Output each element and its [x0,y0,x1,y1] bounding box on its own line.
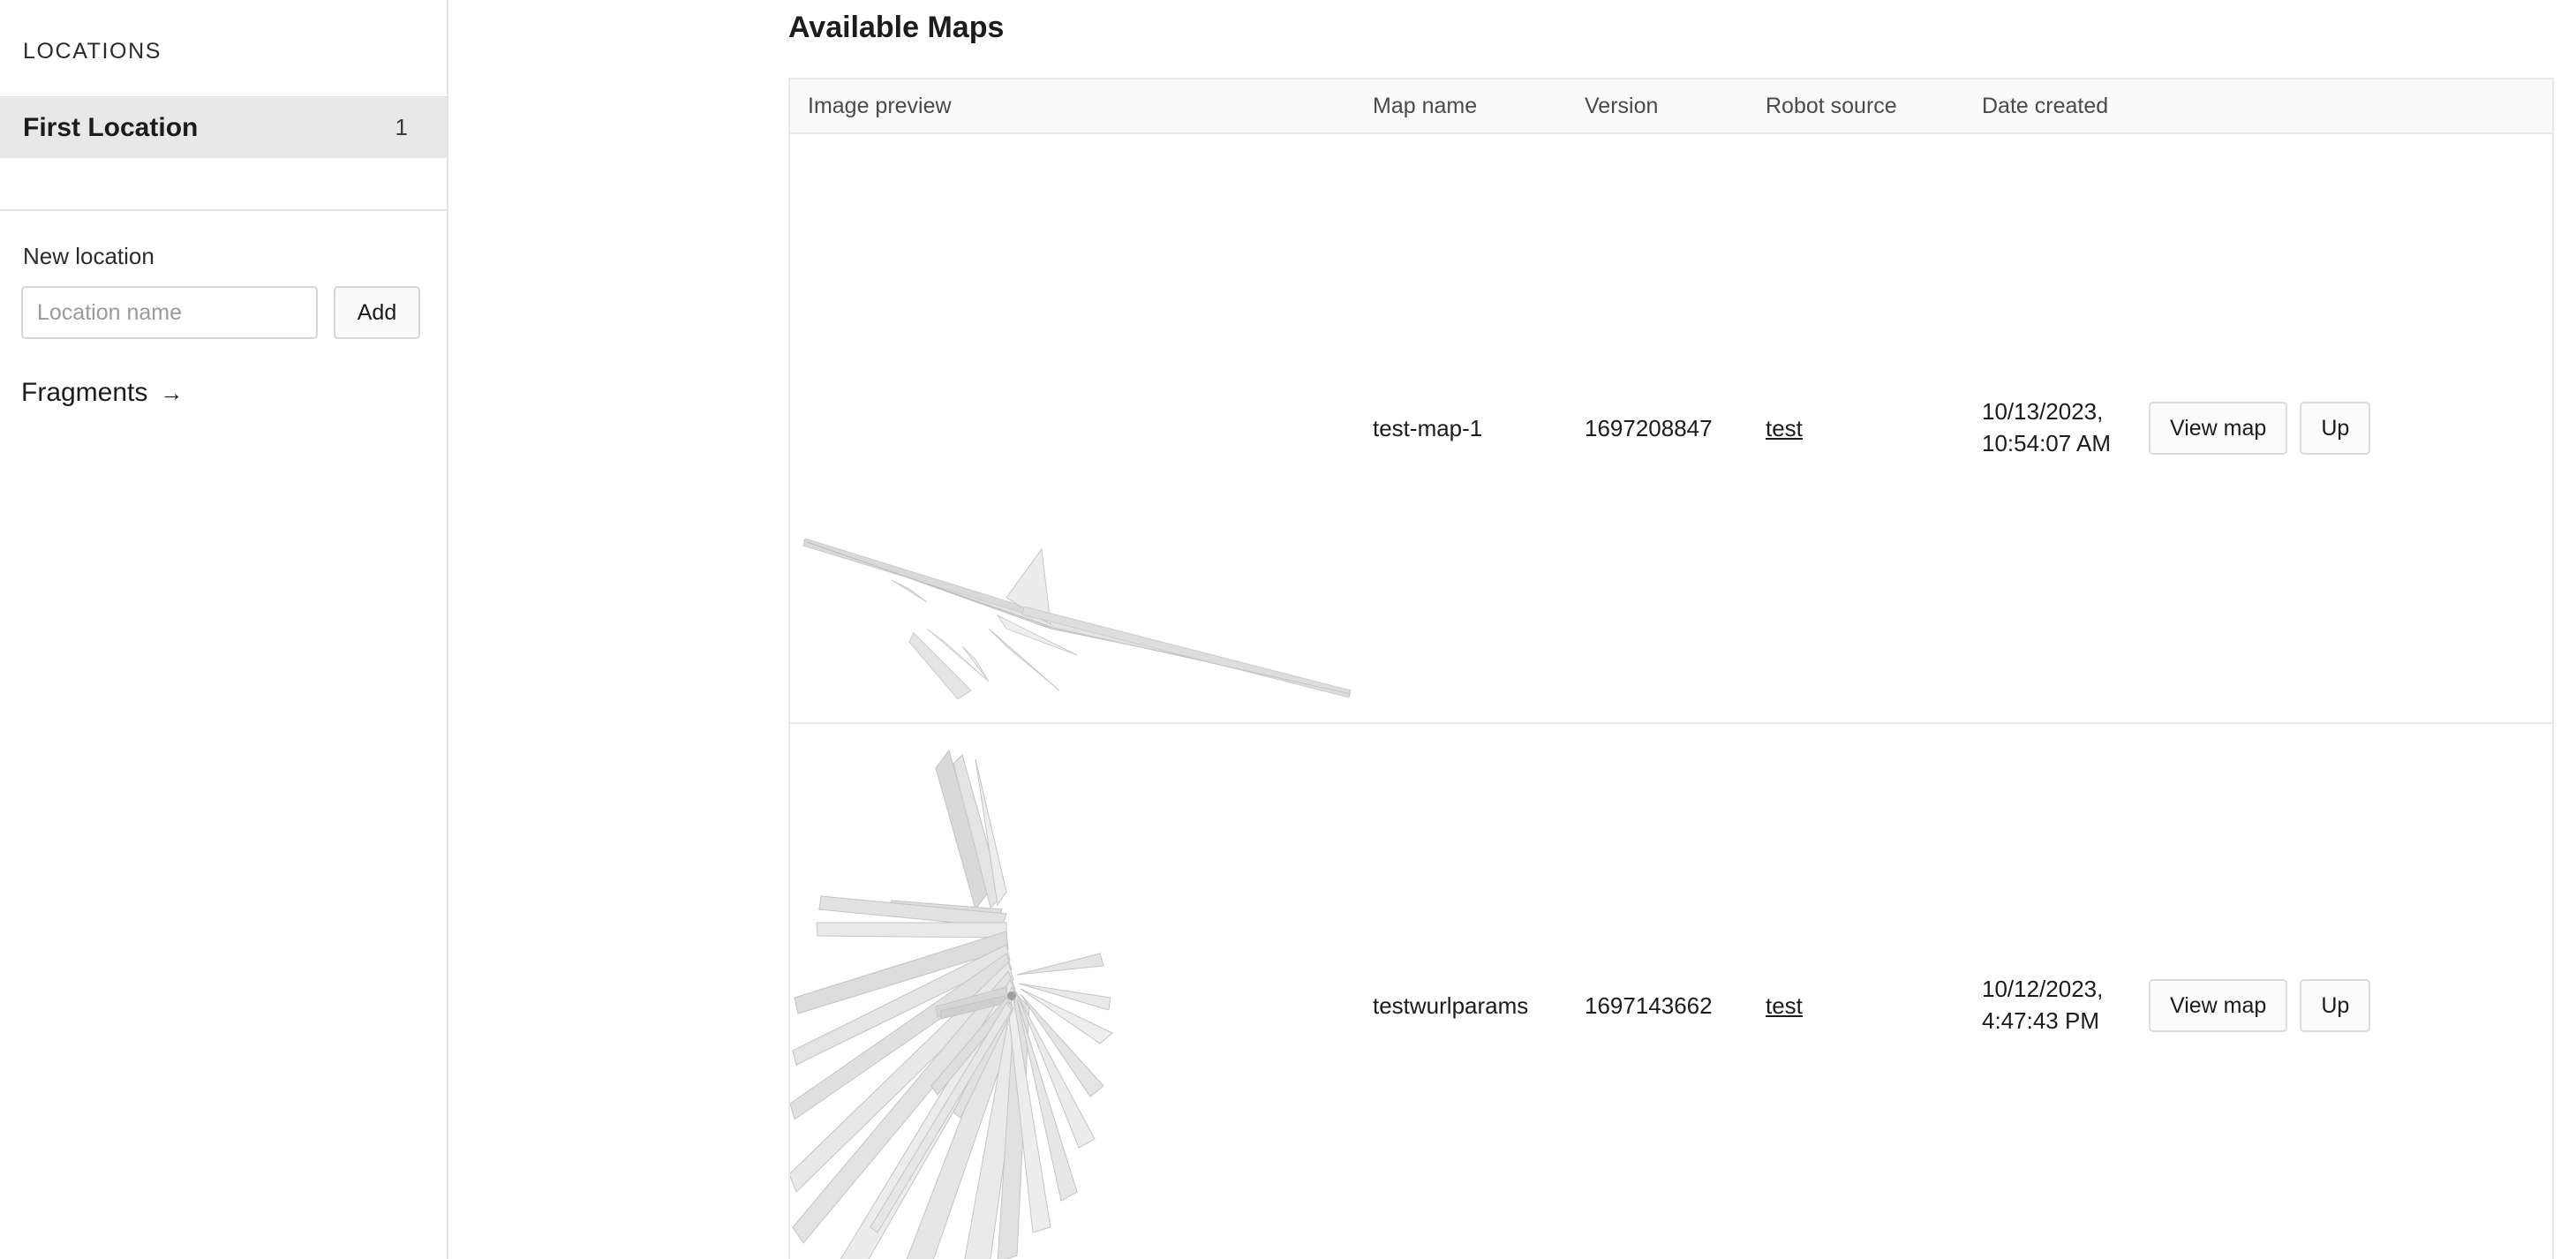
map-name: testwurlparams [1373,991,1529,1019]
row-actions [2136,979,2552,1032]
column-header-version: Version [1585,93,1659,118]
map-preview-thumbnail[interactable] [790,134,1355,722]
column-header-image-preview: Image preview [808,93,952,118]
location-count: 1 [395,114,408,140]
map-name: test-map-1 [1373,414,1483,441]
column-header-map-name: Map name [1373,93,1478,118]
map-preview-art-2 [790,733,1351,1259]
column-header-robot-source: Robot source [1766,93,1897,118]
table-row [790,724,2552,1259]
map-preview-thumbnail[interactable] [790,724,1355,1259]
sidebar [0,0,448,1259]
sidebar-item-first-location[interactable] [0,96,447,158]
table-row [790,134,2552,724]
main-content [448,0,2576,1259]
map-date-created: 10/13/2023, 10:54:07 AM [1982,398,2111,456]
view-map-button[interactable]: View map [2149,402,2287,455]
fragments-link[interactable] [0,339,183,408]
map-preview-art-1 [790,426,1351,717]
maps-table [788,78,2554,1259]
sidebar-title: LOCATIONS [23,39,162,64]
update-map-button[interactable]: Up [2300,979,2370,1032]
page-title: Available Maps [788,11,1005,44]
robot-source-link[interactable]: test [1766,991,1803,1019]
column-header-date-created: Date created [1982,93,2109,118]
fragments-label: Fragments [21,378,148,407]
update-map-button[interactable]: Up [2300,402,2370,455]
map-version: 1697208847 [1585,414,1713,441]
view-map-button[interactable]: View map [2149,979,2287,1032]
map-date-created: 10/12/2023, 4:47:43 PM [1982,976,2104,1034]
robot-source-link[interactable]: test [1766,414,1803,441]
location-name: First Location [23,112,199,142]
new-location-form [0,270,447,339]
add-location-button[interactable]: Add [334,286,420,339]
map-version: 1697143662 [1585,991,1713,1019]
arrow-right-icon: → [160,379,184,406]
table-header-row [790,79,2552,134]
row-actions [2136,402,2552,455]
new-location-label: New location [23,243,154,269]
location-name-input[interactable] [21,286,318,339]
